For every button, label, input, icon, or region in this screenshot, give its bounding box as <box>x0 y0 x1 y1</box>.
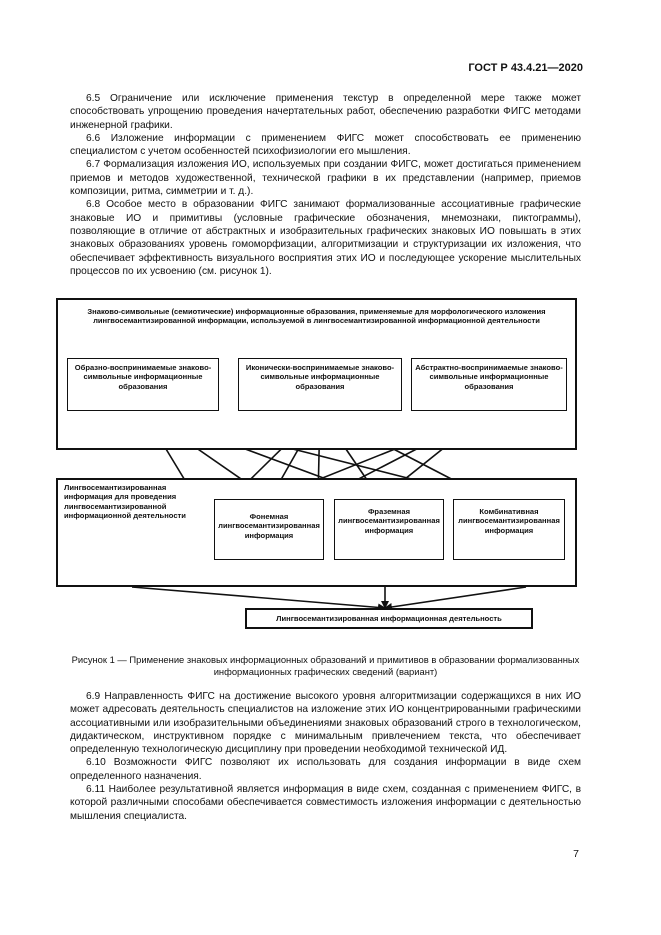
body-text-bottom <box>70 690 581 823</box>
top-item-figurative-label: Образно-воспринимаемые знаково-символьные информационные образования <box>74 363 212 391</box>
mid-item-phrasemic-label: Фраземная лингвосемантизированная информация <box>338 507 440 535</box>
activity-box-label: Лингвосемантизированная информационная деятельность <box>276 614 502 623</box>
paragraph-6-7: 6.7 Формализация изложения ИО, используемых при создании ФИГС, может достигаться применением приемов и методов художественной, технической графики в их представлении (например, приемов композиции, ритма, симметрии и т. д.). <box>70 159 581 198</box>
paragraph-6-11: 6.11 Наиболее результативной является информация в виде схем, созданная с применением ФИГС, в которой различными способами обеспечивается совместимость изложения информации с деятельностью мышления специалиста. <box>70 784 581 822</box>
top-item-abstract-label: Абстрактно-воспринимаемые знаково-символьные информационные образования <box>415 363 563 391</box>
top-item-iconic-label: Иконически-воспринимаемые знаково-символьные информационные образования <box>245 363 395 391</box>
figure-caption: Рисунок 1 — Применение знаковых информационных образований и примитивов в образовании формализованных информационных графических сведений (вариант) <box>71 654 580 677</box>
mid-item-combinative-label: Комбинативная лингвосемантизированная информация <box>458 507 560 535</box>
mid-item-phonemic-label: Фонемная лингвосемантизированная информация <box>218 512 320 540</box>
semiotic-box-title: Знаково-символьные (семиотические) информационные образования, применяемые для морфологического изложения лингвосемантизированной информации, используемой в лингвосемантизированной информационной деятельности <box>87 307 546 326</box>
paragraph-6-6: 6.6 Изложение информации с применением ФИГС может способствовать ее применению специалистом с учетом особенностей психофизиологии его мышления. <box>70 132 581 158</box>
paragraph-6-9: 6.9 Направленность ФИГС на достижение высокого уровня алгоритмизации содержащихся в них ИО может адресовать деятельность специалистов на изложение этих ИО концентрированными графическими ассоциативными или изобразительными объединениями знаковых образований строго в технологическом, дидактическом, инструктивном порядке с минимальным привлечением текста, что обеспечивает определенную технологическую дисциплину при проведении необходимой технической ИД. <box>70 691 581 756</box>
document-code: ГОСТ Р 43.4.21—2020 <box>468 62 583 74</box>
page-number: 7 <box>573 848 579 860</box>
paragraph-6-5: 6.5 Ограничение или исключение применения текстур в определенной мере также может способствовать упрощению проведения начертательных работ, обеспечению разработки ФИГС методами инженерной графики. <box>70 93 581 131</box>
paragraph-6-10: 6.10 Возможности ФИГС позволяют их использовать для создания информации в виде схем определенного назначения. <box>70 757 581 782</box>
paragraph-6-8: 6.8 Особое место в образовании ФИГС занимают формализованные ассоциативные графические знаковые ИО и примитивы (условные графические обозначения, мнемознаки, пиктограммы), позволяющие в отличие от абстрактных и изобразительных графических знаковых ИО повышать в этих знаковых образованиях уровень гомоморфизации, алгоритмизации и структуризации их изложения, что обеспечивает эффективность визуального восприятия этих ИО и последующее ускорение мыслительных процессов по их усвоению (см. рисунок 1). <box>70 199 581 277</box>
lingvo-info-box-title: Лингвосемантизированная информация для проведения лингвосемантизированной информационной деятельности <box>64 483 186 521</box>
